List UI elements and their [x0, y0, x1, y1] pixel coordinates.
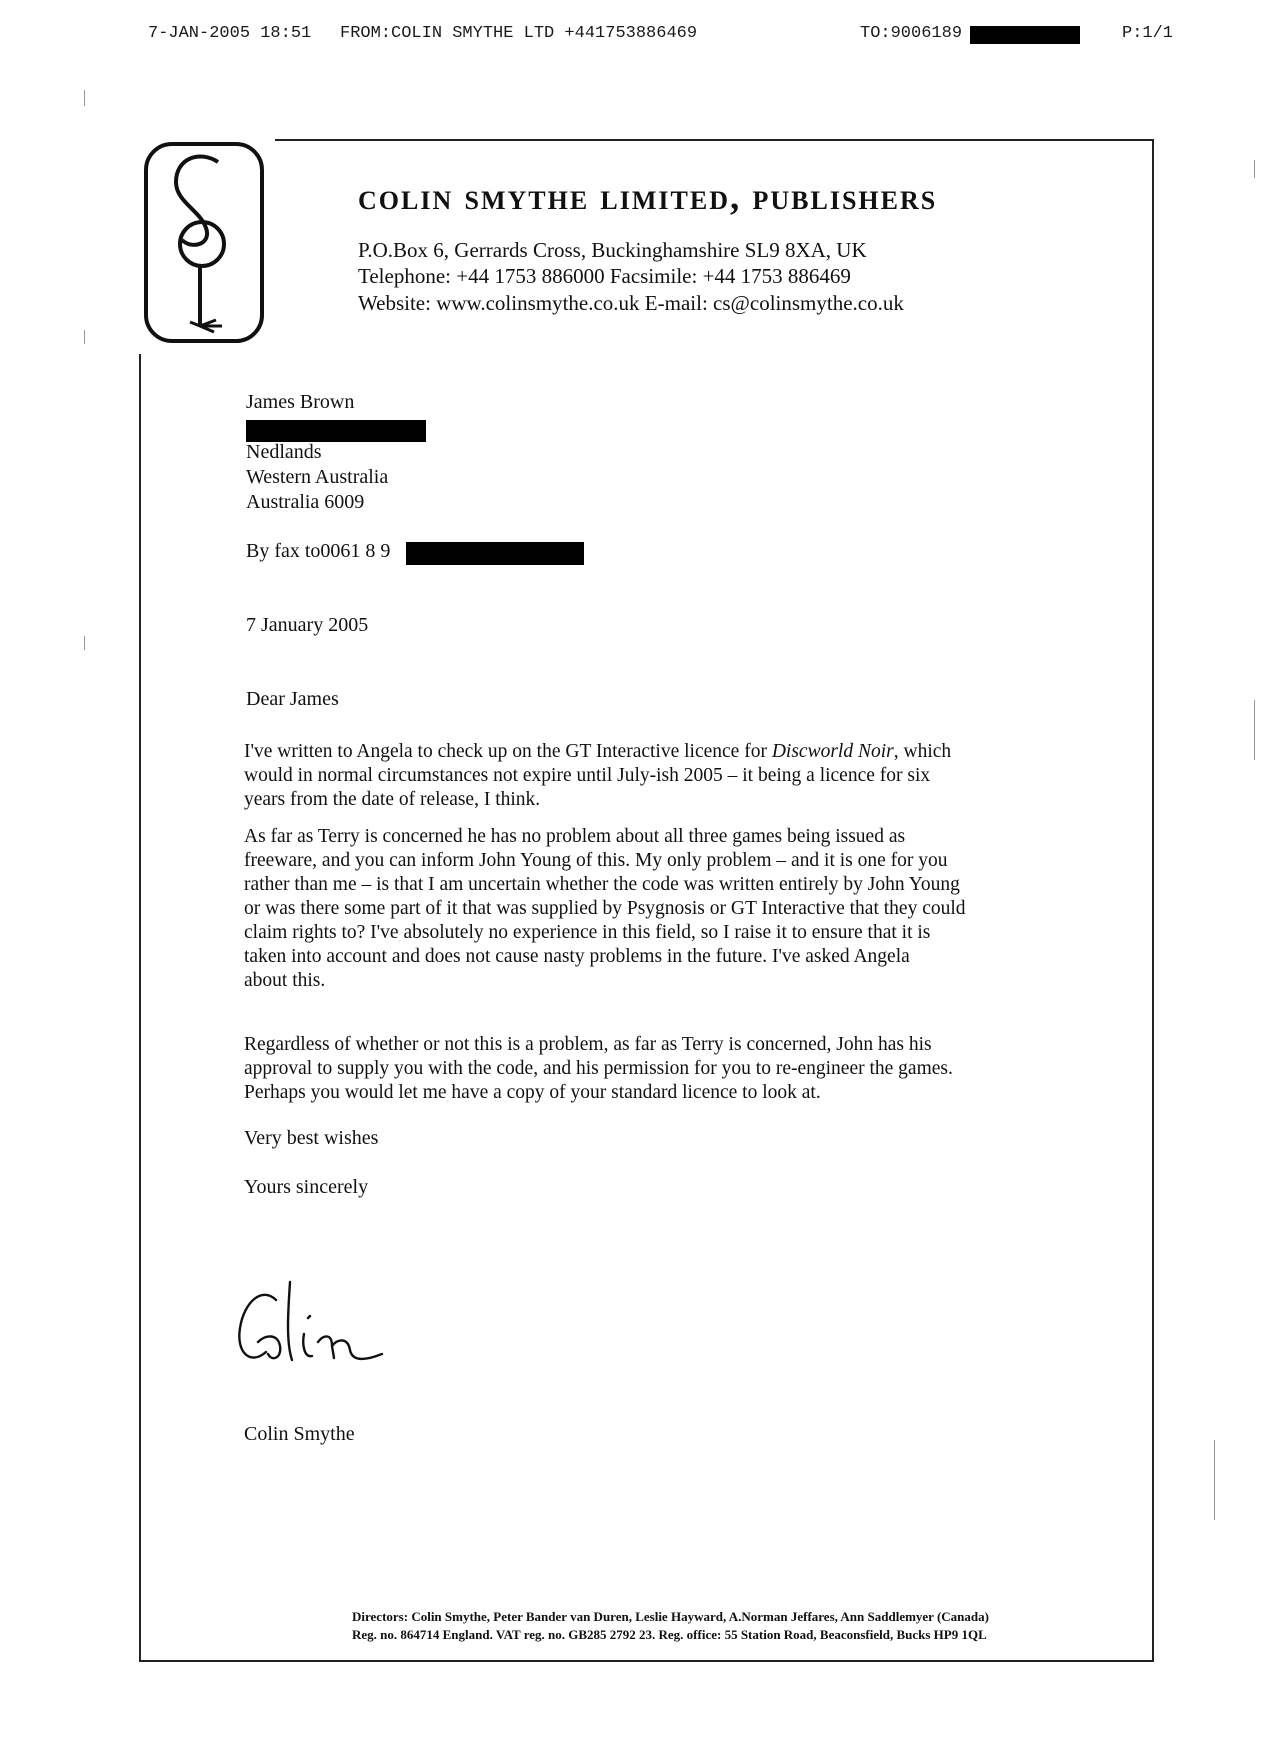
paragraph-line: As far as Terry is concerned he has no problem about all three games being issued as — [244, 826, 906, 847]
closing-sign-off: Yours sincerely — [244, 1176, 369, 1198]
recipient-state: Western Australia — [246, 466, 389, 488]
paragraph-line: rather than me – is that I am uncertain whether the code was written entirely by John Young — [244, 874, 960, 895]
salutation: Dear James — [246, 688, 339, 710]
fax-header — [0, 24, 1276, 48]
text-run: , which — [893, 741, 952, 762]
frame-bottom — [139, 1660, 1154, 1662]
fax-datetime: 7-JAN-2005 18:51 — [148, 24, 312, 43]
company-phone: Telephone: +44 1753 886000 Facsimile: +44 1753 886469 — [358, 264, 851, 288]
paragraph-line: taken into account and does not cause nasty problems in the future. I've asked Angela — [244, 946, 910, 967]
game-title: Discworld Noir — [771, 741, 894, 762]
paragraph-line: claim rights to? I've absolutely no experience in this field, so I raise it to ensure that it is — [244, 922, 931, 943]
footer-registration: Reg. no. 864714 England. VAT reg. no. GB285 2792 23. Reg. office: 55 Station Road, Beaconsfield, Bucks HP9 1QL — [352, 1627, 987, 1642]
company-name: colin smythe limited, publishers — [358, 177, 938, 218]
handwritten-signature — [232, 1272, 392, 1382]
frame-top — [275, 139, 1153, 141]
paragraph-3 — [244, 1033, 1074, 1105]
redaction-bar — [246, 420, 426, 442]
recipient-name: James Brown — [246, 391, 355, 413]
recipient-country: Australia 6009 — [246, 491, 365, 513]
fax-to: TO:9006189 — [860, 24, 963, 43]
frame-left — [139, 354, 141, 1661]
paragraph-2 — [244, 825, 1074, 993]
recipient-suburb: Nedlands — [246, 441, 322, 463]
company-web: Website: www.colinsmythe.co.uk E-mail: cs@colinsmythe.co.uk — [358, 291, 904, 315]
fax-page: P:1/1 — [1122, 24, 1174, 43]
paragraph-line: about this. — [244, 970, 326, 991]
footer-directors: Directors: Colin Smythe, Peter Bander van Duren, Leslie Hayward, A.Norman Jeffares, Ann Saddlemyer (Canada) — [352, 1609, 989, 1624]
paragraph-line: or was there some part of it that was supplied by Psygnosis or GT Interactive that they could — [244, 898, 966, 919]
redaction-bar — [406, 542, 584, 565]
paragraph-line: would in normal circumstances not expire until July-ish 2005 – it being a licence for six — [244, 765, 931, 786]
letter-date: 7 January 2005 — [246, 614, 369, 636]
frame-right — [1152, 139, 1154, 1661]
paragraph-line: freeware, and you can inform John Young of this. My only problem – and it is one for you — [244, 850, 948, 871]
paragraph-line: Regardless of whether or not this is a problem, as far as Terry is concerned, John has his — [244, 1034, 932, 1055]
fax-from: FROM:COLIN SMYTHE LTD +441753886469 — [340, 24, 698, 43]
signatory-name: Colin Smythe — [244, 1423, 355, 1445]
paragraph-line: years from the date of release, I think. — [244, 789, 541, 810]
paragraph-1 — [244, 740, 1074, 812]
closing-wishes: Very best wishes — [244, 1127, 379, 1149]
recipient-fax: By fax to0061 8 9 — [246, 540, 391, 562]
company-address: P.O.Box 6, Gerrards Cross, Buckinghamshire SL9 8XA, UK — [358, 238, 867, 262]
text-run: I've written to Angela to check up on the GT Interactive licence for — [244, 741, 772, 762]
redaction-bar — [970, 26, 1080, 44]
company-logo — [142, 140, 266, 345]
paragraph-line: approval to supply you with the code, and his permission for you to re-engineer the games. — [244, 1058, 953, 1079]
company-footer — [352, 1608, 1152, 1644]
paragraph-line: Perhaps you would let me have a copy of your standard licence to look at. — [244, 1082, 821, 1103]
